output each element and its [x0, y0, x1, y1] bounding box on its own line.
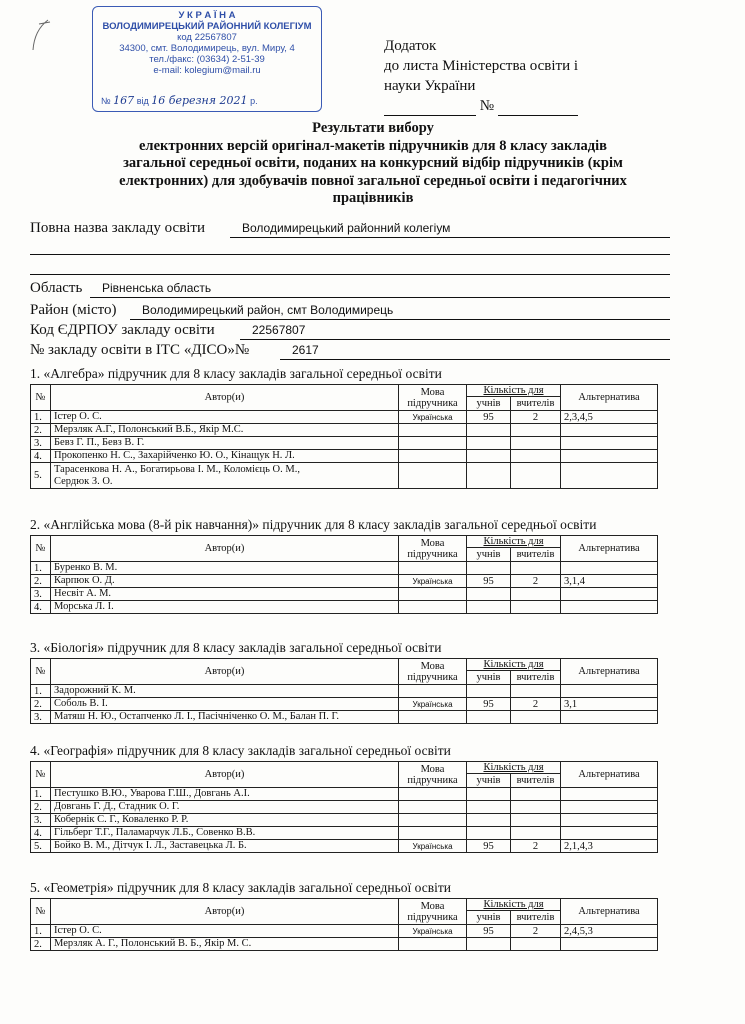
row-number: 3. [31, 711, 51, 724]
addendum-line2: до листа Міністерства освіти і [384, 58, 579, 74]
students-cell [467, 788, 511, 801]
header-alt: Альтернатива [561, 899, 658, 925]
school-stamp [92, 6, 322, 112]
teachers-cell: 2 [511, 925, 561, 938]
students-cell [467, 814, 511, 827]
author-cell: Істер О. С. [51, 411, 399, 424]
teachers-cell [511, 437, 561, 450]
alternative-cell [561, 601, 658, 614]
teachers-cell [511, 588, 561, 601]
students-cell [467, 588, 511, 601]
table-row [31, 450, 658, 463]
teachers-cell: 2 [511, 575, 561, 588]
header-qty: Кількість для [467, 659, 561, 671]
language-cell [399, 562, 467, 575]
addendum-title: Додаток [384, 38, 437, 54]
students-cell [467, 601, 511, 614]
row-number: 1. [31, 925, 51, 938]
author-cell: Бевз Г. П., Бевз В. Г. [51, 437, 399, 450]
section-title: 1. «Алгебра» підручник для 8 класу закладів загальної середньої освіти [30, 366, 442, 381]
header-num: № [31, 899, 51, 925]
table-row [31, 938, 658, 951]
students-cell [467, 424, 511, 437]
section-title: 5. «Геометрія» підручник для 8 класу закладів загальної середньої освіти [30, 880, 451, 895]
field-diso: № закладу освіти в ІТС «ДІСО»№ 2617 [30, 340, 670, 360]
alternative-cell [561, 788, 658, 801]
alternative-cell [561, 711, 658, 724]
header-students: учнів [467, 548, 511, 562]
header-author: Автор(и) [51, 536, 399, 562]
textbook-table [30, 898, 658, 951]
author-cell: Мерзляк А. Г., Полонський В. Б., Якір М. С. [51, 938, 399, 951]
table-row [31, 424, 658, 437]
row-number: 3. [31, 814, 51, 827]
alternative-cell [561, 588, 658, 601]
row-number: 2. [31, 698, 51, 711]
row-number: 5. [31, 840, 51, 853]
language-cell: Українська [399, 411, 467, 424]
alternative-cell [561, 450, 658, 463]
addendum-line3: науки України [384, 78, 476, 94]
table-row [31, 698, 658, 711]
author-cell: Гільберг Т.Г., Паламарчук Л.Б., Совенко В.В. [51, 827, 399, 840]
header-lang: Мова підручника [399, 899, 467, 925]
author-cell: Соболь В. І. [51, 698, 399, 711]
language-cell: Українська [399, 840, 467, 853]
header-teachers: вчителів [511, 397, 561, 411]
full-name-value: Володимирецький районний колегіум [230, 221, 670, 238]
table-row [31, 411, 658, 424]
author-cell: Істер О. С. [51, 925, 399, 938]
author-cell: Морська Л. І. [51, 601, 399, 614]
stamp-reg-number: 167 [113, 94, 135, 107]
author-cell: Матяш Н. Ю., Остапченко Л. І., Пасічніченко О. М., Балан П. Г. [51, 711, 399, 724]
teachers-cell [511, 601, 561, 614]
table-row [31, 588, 658, 601]
language-cell [399, 437, 467, 450]
diso-value: 2617 [280, 343, 670, 360]
section-title: 2. «Англійська мова (8-й рік навчання)» підручник для 8 класу закладів загальної середньої освіти [30, 517, 597, 532]
row-number: 4. [31, 827, 51, 840]
alternative-cell [561, 562, 658, 575]
header-lang: Мова підручника [399, 762, 467, 788]
row-number: 1. [31, 411, 51, 424]
header-lang: Мова підручника [399, 385, 467, 411]
edrpou-value: 22567807 [240, 323, 670, 340]
alternative-cell [561, 827, 658, 840]
language-cell [399, 424, 467, 437]
language-cell: Українська [399, 575, 467, 588]
author-cell: Кобернік С. Г., Коваленко Р. Р. [51, 814, 399, 827]
alternative-cell [561, 801, 658, 814]
textbook-table [30, 384, 658, 489]
students-cell [467, 801, 511, 814]
language-cell: Українська [399, 698, 467, 711]
table-row [31, 801, 658, 814]
header-author: Автор(и) [51, 659, 399, 685]
language-cell [399, 588, 467, 601]
alternative-cell [561, 424, 658, 437]
teachers-cell [511, 562, 561, 575]
header-teachers: вчителів [511, 911, 561, 925]
alternative-cell [561, 685, 658, 698]
alternative-cell: 2,3,4,5 [561, 411, 658, 424]
header-alt: Альтернатива [561, 762, 658, 788]
alternative-cell [561, 437, 658, 450]
students-cell [467, 562, 511, 575]
stamp-country: У К Р А Ї Н А [178, 10, 236, 21]
header-qty: Кількість для [467, 385, 561, 397]
header-qty: Кількість для [467, 536, 561, 548]
row-number: 4. [31, 450, 51, 463]
alternative-cell: 2,1,4,3 [561, 840, 658, 853]
table-row [31, 685, 658, 698]
table-row [31, 601, 658, 614]
blank-line [30, 254, 670, 255]
language-cell: Українська [399, 925, 467, 938]
alternative-cell [561, 938, 658, 951]
author-cell: Пестушко В.Ю., Уварова Г.Ш., Довгань А.І. [51, 788, 399, 801]
teachers-cell [511, 450, 561, 463]
teachers-cell: 2 [511, 698, 561, 711]
header-num: № [31, 536, 51, 562]
table-row [31, 562, 658, 575]
students-cell: 95 [467, 575, 511, 588]
teachers-cell [511, 801, 561, 814]
students-cell [467, 827, 511, 840]
header-qty: Кількість для [467, 762, 561, 774]
alternative-cell: 3,1,4 [561, 575, 658, 588]
table-row [31, 575, 658, 588]
language-cell [399, 711, 467, 724]
district-value: Володимирецький район, смт Володимирець [130, 303, 670, 320]
header-author: Автор(и) [51, 385, 399, 411]
row-number: 2. [31, 938, 51, 951]
table-row [31, 925, 658, 938]
students-cell [467, 685, 511, 698]
students-cell [467, 938, 511, 951]
addendum-number-line: № [384, 96, 578, 116]
row-number: 4. [31, 601, 51, 614]
students-cell [467, 711, 511, 724]
header-students: учнів [467, 397, 511, 411]
language-cell [399, 788, 467, 801]
row-number: 2. [31, 575, 51, 588]
row-number: 3. [31, 437, 51, 450]
table-row [31, 788, 658, 801]
document-title: Результати вибору електронних версій оригінал-макетів підручників для 8 класу закладів загальної середньої освіти, поданих на конкурсний відбір підручників (крім електронних) для здобувачів повної загальної середньої освіти і педагогічних працівників [119, 120, 627, 206]
table-row [31, 827, 658, 840]
row-number: 2. [31, 801, 51, 814]
header-teachers: вчителів [511, 671, 561, 685]
stamp-email: e-mail: kolegium@mail.ru [153, 65, 261, 76]
header-qty: Кількість для [467, 899, 561, 911]
language-cell [399, 601, 467, 614]
row-number: 1. [31, 562, 51, 575]
header-teachers: вчителів [511, 774, 561, 788]
language-cell [399, 938, 467, 951]
addendum-block [384, 36, 578, 116]
header-num: № [31, 385, 51, 411]
table-row [31, 840, 658, 853]
teachers-cell [511, 711, 561, 724]
teachers-cell [511, 827, 561, 840]
pen-mark-icon [30, 18, 52, 52]
header-lang: Мова підручника [399, 659, 467, 685]
students-cell: 95 [467, 698, 511, 711]
header-lang: Мова підручника [399, 536, 467, 562]
students-cell [467, 437, 511, 450]
students-cell [467, 450, 511, 463]
header-num: № [31, 659, 51, 685]
language-cell [399, 463, 467, 489]
field-region: Область Рівненська область [30, 278, 670, 298]
author-cell: Довгань Г. Д., Стадник О. Г. [51, 801, 399, 814]
textbook-table [30, 535, 658, 614]
header-author: Автор(и) [51, 899, 399, 925]
teachers-cell: 2 [511, 411, 561, 424]
stamp-registration: № 167 від 16 березня 2021 р. [101, 94, 258, 107]
stamp-address: 34300, смт. Володимирець, вул. Миру, 4 [119, 43, 295, 54]
row-number: 1. [31, 685, 51, 698]
language-cell [399, 827, 467, 840]
stamp-code: код 22567807 [177, 32, 237, 43]
header-students: учнів [467, 671, 511, 685]
students-cell: 95 [467, 411, 511, 424]
teachers-cell: 2 [511, 840, 561, 853]
author-cell: Прокопенко Н. С., Захарійченко Ю. О., Кінащук Н. Л. [51, 450, 399, 463]
author-cell: Задорожний К. М. [51, 685, 399, 698]
stamp-school-name: ВОЛОДИМИРЕЦЬКИЙ РАЙОННИЙ КОЛЕГІУМ [102, 21, 312, 32]
students-cell: 95 [467, 840, 511, 853]
author-cell: Тарасенкова Н. А., Богатирьова І. М., Коломієць О. М., Сердюк З. О. [51, 463, 399, 489]
author-cell: Буренко В. М. [51, 562, 399, 575]
row-number: 1. [31, 788, 51, 801]
teachers-cell [511, 814, 561, 827]
students-cell: 95 [467, 925, 511, 938]
language-cell [399, 801, 467, 814]
header-students: учнів [467, 911, 511, 925]
table-row [31, 463, 658, 489]
blank-line [30, 274, 670, 275]
section-title: 3. «Біологія» підручник для 8 класу закладів загальної середньої освіти [30, 640, 442, 655]
author-cell: Карпюк О. Д. [51, 575, 399, 588]
field-full-name: Повна назва закладу освіти Володимирецький районний колегіум [30, 218, 670, 238]
header-alt: Альтернатива [561, 659, 658, 685]
author-cell: Мерзляк А.Г., Полонський В.Б., Якір М.С. [51, 424, 399, 437]
teachers-cell [511, 424, 561, 437]
table-row [31, 437, 658, 450]
field-district: Район (місто) Володимирецький район, смт Володимирець [30, 300, 670, 320]
region-value: Рівненська область [90, 281, 670, 298]
alternative-cell: 2,4,5,3 [561, 925, 658, 938]
header-teachers: вчителів [511, 548, 561, 562]
header-alt: Альтернатива [561, 536, 658, 562]
header-num: № [31, 762, 51, 788]
language-cell [399, 450, 467, 463]
alternative-cell [561, 463, 658, 489]
header-author: Автор(и) [51, 762, 399, 788]
row-number: 5. [31, 463, 51, 489]
field-edrpou: Код ЄДРПОУ закладу освіти 22567807 [30, 320, 670, 340]
section-title: 4. «Географія» підручник для 8 класу закладів загальної середньої освіти [30, 743, 451, 758]
language-cell [399, 685, 467, 698]
teachers-cell [511, 938, 561, 951]
header-students: учнів [467, 774, 511, 788]
teachers-cell [511, 463, 561, 489]
author-cell: Бойко В. М., Дітчук І. Л., Заставецька Л. Б. [51, 840, 399, 853]
table-row [31, 711, 658, 724]
author-cell: Несвіт А. М. [51, 588, 399, 601]
table-row [31, 814, 658, 827]
stamp-phone: тел./факс: (03634) 2-51-39 [149, 54, 265, 65]
alternative-cell: 3,1 [561, 698, 658, 711]
row-number: 2. [31, 424, 51, 437]
row-number: 3. [31, 588, 51, 601]
textbook-table [30, 761, 658, 853]
language-cell [399, 814, 467, 827]
stamp-reg-date: 16 березня 2021 [151, 94, 248, 107]
students-cell [467, 463, 511, 489]
header-alt: Альтернатива [561, 385, 658, 411]
teachers-cell [511, 685, 561, 698]
teachers-cell [511, 788, 561, 801]
textbook-table [30, 658, 658, 724]
alternative-cell [561, 814, 658, 827]
